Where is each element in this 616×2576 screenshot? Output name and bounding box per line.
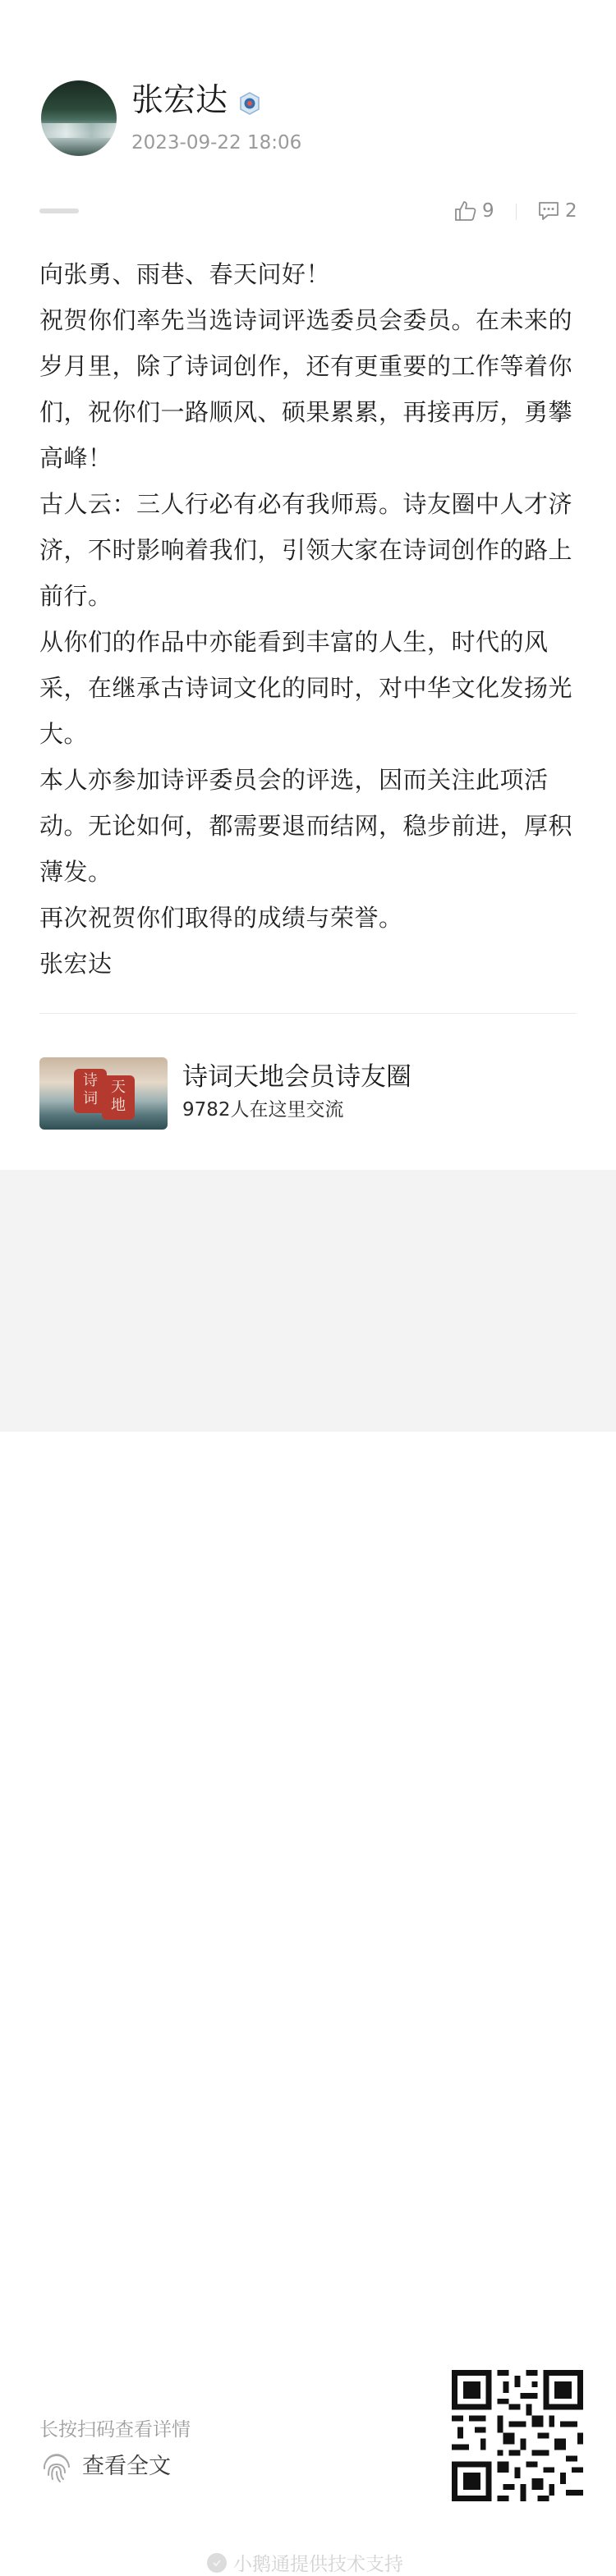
share-footer — [0, 1170, 616, 2575]
verified-badge-icon — [238, 92, 261, 115]
content-paragraph: 从你们的作品中亦能看到丰富的人生，时代的风采，在继承古诗词文化的同时，对中华文化发扬光大。 — [39, 628, 573, 748]
like-count: 9 — [482, 200, 494, 222]
group-logo-seal: 诗 词 — [74, 1069, 107, 1113]
read-all-label: 查看全文 — [82, 2454, 171, 2479]
tech-support-credit — [207, 2549, 403, 2576]
fingerprint-icon — [41, 2450, 72, 2483]
like-button[interactable] — [454, 199, 494, 223]
read-all-button[interactable] — [41, 2450, 171, 2483]
group-name[interactable]: 诗词天地会员诗友圈 — [182, 1062, 411, 1092]
decorative-dash — [39, 209, 79, 213]
group-logo-seal: 天 地 — [102, 1075, 135, 1120]
post-card — [0, 0, 616, 1170]
comment-bubble-icon — [537, 200, 560, 222]
credit-text: 小鹅通提供技术支持 — [233, 2554, 403, 2575]
content-paragraph: 本人亦参加诗评委员会的评选，因而关注此项活动。无论如何，都需要退而结网，稳步前进，厚积薄发。 — [39, 766, 573, 886]
content-paragraph: 再次祝贺你们取得的成绩与荣誉。 — [39, 904, 403, 932]
checkmark-circle-icon — [207, 2553, 227, 2573]
qr-code-icon[interactable] — [446, 2364, 589, 2507]
content-signature: 张宏达 — [39, 950, 113, 978]
content-divider — [39, 1013, 577, 1014]
post-timestamp: 2023-09-22 18:06 — [131, 132, 302, 154]
author-avatar[interactable] — [41, 80, 117, 156]
group-member-count: 9782人在这里交流 — [182, 1099, 344, 1121]
stat-separator — [516, 204, 517, 220]
content-paragraph: 向张勇、雨巷、春天问好！ — [39, 260, 331, 288]
content-paragraph: 古人云：三人行必有必有我师焉。诗友圈中人才济济，不时影响着我们，引领大家在诗词创作的路上前行。 — [39, 490, 573, 610]
scan-hint: 长按扫码查看详情 — [39, 2419, 191, 2441]
content-paragraph: 祝贺你们率先当选诗词评选委员会委员。在未来的岁月里，除了诗词创作，还有更重要的工作等着你们，祝你们一路顺风、硕果累累，再接再厉，勇攀高峰！ — [39, 306, 573, 472]
post-content — [39, 251, 577, 987]
thumbs-up-icon — [454, 200, 477, 222]
comment-button[interactable] — [537, 199, 577, 223]
comment-count: 2 — [565, 200, 577, 222]
group-cover-image[interactable] — [39, 1057, 168, 1130]
author-name[interactable]: 张宏达 — [131, 82, 228, 119]
